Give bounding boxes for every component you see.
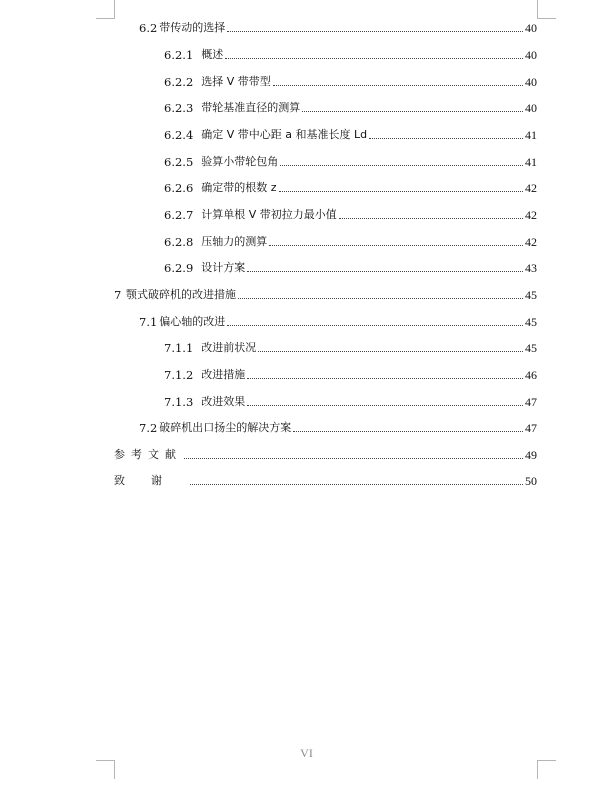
toc-entry-page: 40 [525, 21, 537, 35]
toc-entry-page: 40 [525, 101, 537, 115]
toc-entry-6-2-6[interactable] [164, 177, 537, 195]
toc-entry-page: 42 [525, 181, 537, 195]
toc-dot-leader [247, 405, 523, 406]
toc-entry-page: 50 [525, 474, 537, 488]
toc-entry-number: 6.2.9 [164, 261, 194, 275]
toc-dot-leader [273, 85, 523, 86]
toc-dot-leader [238, 298, 523, 299]
toc-entry-page: 41 [525, 128, 537, 142]
toc-entry-number: 6.2.6 [164, 181, 194, 195]
toc-entry-page: 47 [525, 421, 537, 435]
toc-entry-number: 7.1.1 [164, 341, 194, 355]
toc-entry-title: 设计方案 [201, 261, 246, 274]
toc-dot-leader [190, 484, 523, 485]
toc-entry-6-2-1[interactable] [164, 44, 537, 62]
toc-entry-page: 45 [525, 288, 537, 302]
toc-entry-title: 偏心轴的改进 [159, 315, 226, 328]
toc-entry-6-2-3[interactable] [164, 97, 537, 115]
toc-entry-title: 改进前状况 [201, 341, 257, 354]
toc-entry-number: 6.2.8 [164, 235, 194, 249]
toc-entry-7-1[interactable] [139, 311, 537, 329]
toc-entry-title: 颚式破碎机的改进措施 [126, 288, 236, 301]
page-number-footer: VI [300, 746, 313, 760]
toc-entry-title: 改进措施 [201, 368, 246, 381]
toc-entry-7[interactable] [114, 284, 537, 302]
toc-entry-number: 6.2.3 [164, 101, 194, 115]
toc-entry-6-2-5[interactable] [164, 151, 537, 169]
toc-entry-page: 45 [525, 341, 537, 355]
toc-entry-7-1-3[interactable] [164, 391, 537, 409]
toc-entry-6-2-9[interactable] [164, 257, 537, 275]
toc-entry-6-2-8[interactable] [164, 231, 537, 249]
toc-entry-title: 概述 [201, 48, 224, 61]
toc-entry-title: 确定 V 带中心距 a 和基准长度 Ld [201, 128, 368, 141]
toc-entry-page: 42 [525, 235, 537, 249]
toc-entry-number: 6.2.1 [164, 48, 194, 62]
toc-dot-leader [302, 111, 523, 112]
toc-dot-leader [293, 431, 523, 432]
toc-entry-number: 6.2.5 [164, 155, 194, 169]
toc-entry-6-2-7[interactable] [164, 204, 537, 222]
toc-entry-6-2-2[interactable] [164, 71, 537, 89]
toc-dot-leader [247, 378, 523, 379]
toc-entry-page: 42 [525, 208, 537, 222]
toc-entry-title: 确定带的根数 z [201, 181, 277, 194]
toc-entry-number: 6.2.7 [164, 208, 194, 222]
toc-entry-title: 改进效果 [201, 395, 246, 408]
toc-entry-number: 7.1 [139, 315, 158, 329]
toc-entry-title: 带传动的选择 [159, 21, 226, 34]
toc-entry-title: 带轮基准直径的测算 [201, 101, 301, 114]
toc-dot-leader [227, 325, 523, 326]
toc-entry-page: 43 [525, 261, 537, 275]
toc-dot-leader [225, 58, 523, 59]
toc-entry-page: 40 [525, 75, 537, 89]
toc-entry-7-2[interactable] [139, 417, 537, 435]
toc-entry-title: 参考文献 [114, 448, 182, 461]
toc-entry-page: 40 [525, 48, 537, 62]
toc-entry-number: 7.1.3 [164, 395, 194, 409]
toc-dot-leader [279, 191, 523, 192]
toc-dot-leader [184, 458, 523, 459]
toc-entry-title: 验算小带轮包角 [201, 155, 279, 168]
toc-dot-leader [227, 31, 523, 32]
toc-entry-7-1-2[interactable] [164, 364, 537, 382]
toc-entry-page: 49 [525, 448, 537, 462]
toc-dot-leader [339, 218, 523, 219]
toc-dot-leader [280, 165, 523, 166]
toc-entry-number: 6.2.4 [164, 128, 194, 142]
toc-entry-acknowledgements[interactable] [114, 470, 537, 488]
crop-mark-bottom-left [96, 760, 115, 779]
toc-entry-references[interactable] [114, 444, 537, 462]
toc-entry-title: 选择 V 带带型 [201, 75, 271, 88]
toc-entry-title: 致谢 [114, 474, 188, 487]
crop-mark-bottom-right [537, 760, 556, 779]
toc-dot-leader [258, 351, 523, 352]
toc-entry-number: 6.2 [139, 21, 158, 35]
toc-entry-number: 6.2.2 [164, 75, 194, 89]
toc-dot-leader [269, 245, 523, 246]
toc-entry-page: 45 [525, 315, 537, 329]
toc-entry-title: 压轴力的测算 [201, 235, 268, 248]
toc-entry-page: 47 [525, 395, 537, 409]
toc-entry-number: 7 [114, 288, 122, 302]
crop-mark-top-left [96, 0, 115, 19]
crop-mark-top-right [537, 0, 556, 19]
toc-entry-6-2[interactable] [139, 17, 537, 35]
toc-entry-number: 7.1.2 [164, 368, 194, 382]
toc-entry-title: 破碎机出口扬尘的解决方案 [159, 421, 292, 434]
toc-entry-number: 7.2 [139, 421, 158, 435]
toc-entry-page: 41 [525, 155, 537, 169]
toc-dot-leader [369, 138, 523, 139]
toc-entry-page: 46 [525, 368, 537, 382]
toc-entry-6-2-4[interactable] [164, 124, 537, 142]
toc-dot-leader [247, 271, 523, 272]
toc-entry-title: 计算单根 V 带初拉力最小值 [201, 208, 337, 221]
toc-entry-7-1-1[interactable] [164, 337, 537, 355]
